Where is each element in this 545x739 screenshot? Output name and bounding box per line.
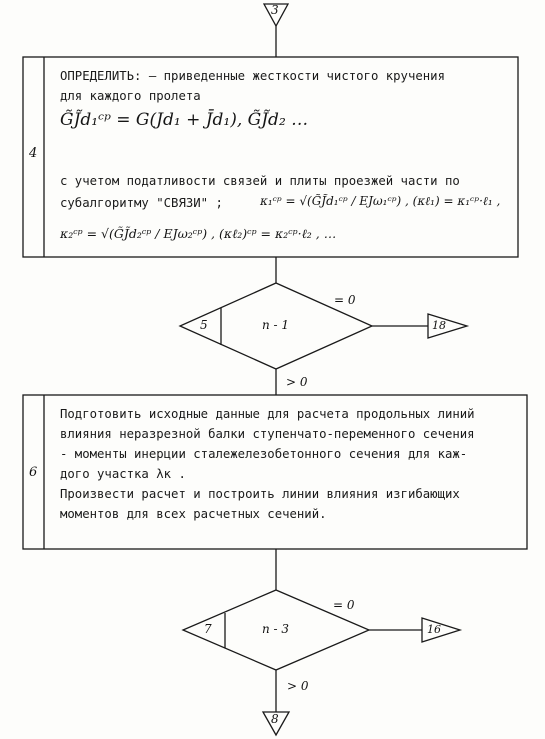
block-6-line-1: Подготовить исходные данные для расчета продольных линий — [60, 407, 475, 421]
connector-18-label: 18 — [432, 319, 446, 332]
block-4-formula-1: G̃J̃d₁ᶜᵖ = G(Jd₁ + J̄d₁), G̃J̃d₂ … — [60, 110, 309, 130]
block-6-number: 6 — [29, 465, 38, 480]
block-6-line-2: влияния неразрезной балки ступенчато-переменного сечения — [60, 427, 475, 441]
decision-7-no-label: > 0 — [287, 679, 309, 693]
decision-5-condition: n - 1 — [262, 318, 290, 332]
decision-5-no-label: > 0 — [286, 375, 308, 389]
block-4-line-4: субалгоритму "СВЯЗИ" ; — [60, 196, 223, 210]
block-4-formula-2: κ₁ᶜᵖ = √(G̃J̃d₁ᶜᵖ / EJω₁ᶜᵖ) , (κℓ₁) = κ₁ᶜᵖ·ℓ₁ , — [260, 194, 501, 208]
decision-5-number: 5 — [200, 318, 208, 332]
decision-7-condition: n - 3 — [262, 622, 290, 636]
block-6-line-3: - моменты инерции сталежелезобетонного сечения для каж- — [60, 447, 468, 461]
block-4-line-1: ОПРЕДЕЛИТЬ: – приведенные жесткости чистого кручения — [60, 69, 445, 83]
top-connector-label: 3 — [271, 3, 279, 17]
decision-7-number: 7 — [204, 622, 212, 636]
block-6-line-5: Произвести расчет и построить линии влияния изгибающих — [60, 487, 460, 501]
connector-16-label: 16 — [427, 623, 441, 636]
decision-7-yes-label: = 0 — [333, 598, 355, 612]
block-4-line-3: с учетом податливости связей и плиты проезжей части по — [60, 174, 460, 188]
block-6-line-4: дого участка λк . — [60, 467, 186, 481]
block-4-formula-3: κ₂ᶜᵖ = √(G̃J̃d₂ᶜᵖ / EJω₂ᶜᵖ) , (κℓ₂)ᶜᵖ = κ₂ᶜᵖ·ℓ₂ , … — [60, 226, 337, 241]
block-4-number: 4 — [29, 146, 38, 161]
block-6-line-6: моментов для всех расчетных сечений. — [60, 507, 327, 521]
decision-5-yes-label: = 0 — [334, 293, 356, 307]
block-4-line-2: для каждого пролета — [60, 89, 201, 103]
bottom-connector-label: 8 — [271, 712, 279, 726]
